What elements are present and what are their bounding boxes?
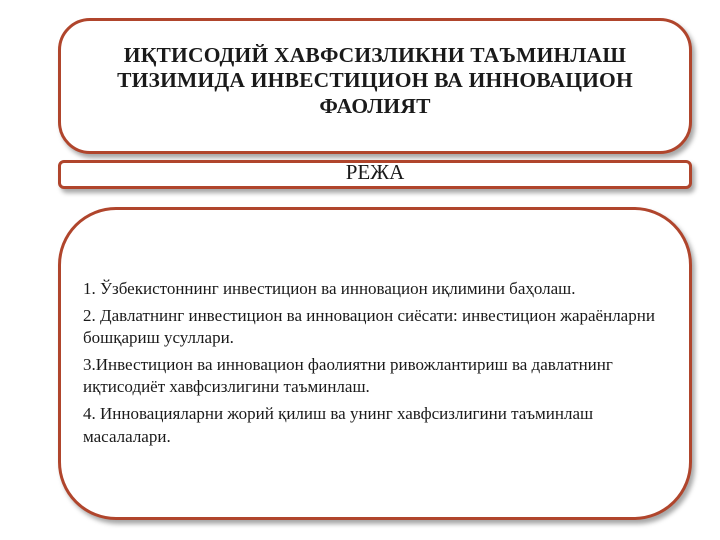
plan-label: РЕЖА (345, 159, 405, 184)
plan-item: 1. Ўзбекистоннинг инвестицион ва инновацион иқлимини баҳолаш. (83, 279, 576, 298)
title-box (58, 18, 692, 154)
plan-item: 2. Давлатнинг инвестицион ва инновацион сиёсати: инвестицион жараёнларни бошқариш усуллари. (83, 306, 655, 348)
plan-item: 3.Инвестицион ва инновацион фаолиятни ривожлантириш ва давлатнинг иқтисодиёт хавфсизлигини таъминлаш. (83, 355, 613, 397)
plan-header-box (58, 160, 692, 189)
plan-items-list (83, 278, 673, 453)
plan-items-box (58, 207, 692, 520)
slide-title: ИҚТИСОДИЙ ХАВФСИЗЛИКНИ ТАЪМИНЛАШ ТИЗИМИДА ИНВЕСТИЦИОН ВА ИННОВАЦИОН ФАОЛИЯТ (117, 42, 633, 118)
plan-item: 4. Инновацияларни жорий қилиш ва унинг хавфсизлигини таъминлаш масалалари. (83, 404, 594, 446)
